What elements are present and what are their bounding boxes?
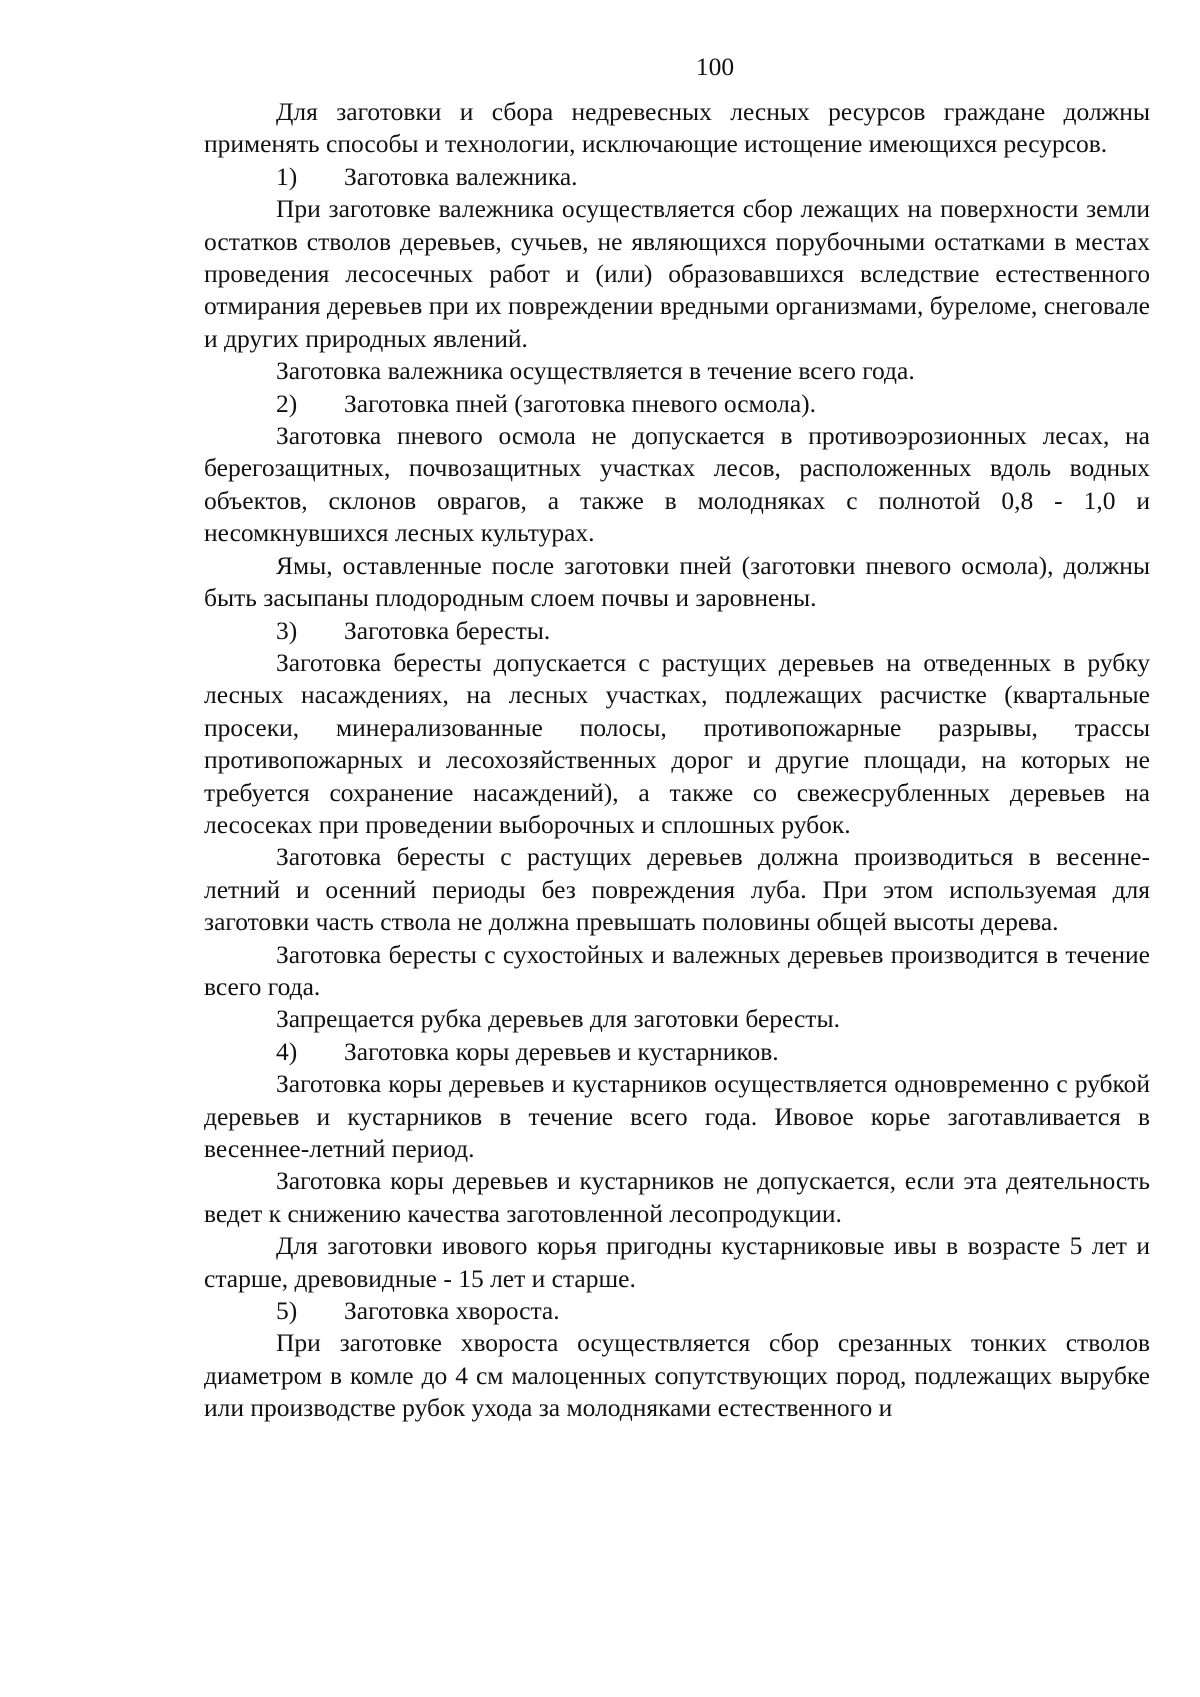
page-number: 100 [695, 52, 735, 81]
paragraph: Заготовка бересты с сухостойных и валежных деревьев производится в течение всего года. [204, 939, 1150, 1001]
paragraph: Для заготовки и сбора недревесных лесных ресурсов граждане должны применять способы и технологии, исключающие истощение имеющихся ресурсов. [204, 97, 1150, 159]
paragraph: Ямы, оставленные после заготовки пней (заготовки пневого осмола), должны быть засыпаны плодородным слоем почвы и заровнены. [204, 550, 1150, 613]
list-item-text: Заготовка хвороста. [344, 1296, 560, 1326]
list-item-heading [204, 1295, 1150, 1327]
body-text [204, 96, 1150, 1425]
paragraph: Для заготовки ивового корья пригодны кустарниковые ивы в возрасте 5 лет и старше, древовидные - 15 лет и старше. [204, 1231, 1150, 1293]
paragraph: Заготовка бересты допускается с растущих деревьев на отведенных в рубку лесных насаждениях, на лесных участках, подлежащих расчистке (квартальные просеки, минерализованные полосы, противопожарные разрывы, трассы противопожарных и лесохозяйственных дорог и другие площади, на которых не требуется сохранение насаждений), а также со свежесрубленных деревьев на лесосеках при проведении выборочных и сплошных рубок. [204, 647, 1150, 839]
list-item-text: Заготовка валежника. [344, 161, 578, 191]
list-item-number: 3) [276, 615, 298, 645]
paragraph: При заготовке валежника осуществляется сбор лежащих на поверхности земли остатков стволов деревьев, сучьев, не являющихся порубочными остатками в местах проведения лесосечных работ и (или) образовавшихся вследствие естественного отмирания деревьев при их повреждении вредными организмами, буреломе, снеговале и других природных явлений. [204, 194, 1150, 353]
paragraph: Заготовка валежника осуществляется в течение всего года. [276, 356, 915, 386]
paragraph: Запрещается рубка деревьев для заготовки бересты. [276, 1004, 840, 1034]
paragraph: При заготовке хвороста осуществляется сбор срезанных тонких стволов диаметром в комле до 4 см малоценных сопутствующих пород, подлежащих вырубке или производстве рубок ухода за молодняками естественного и [204, 1328, 1150, 1423]
paragraph: Заготовка коры деревьев и кустарников не допускается, если эта деятельность ведет к снижению качества заготовленной лесопродукции. [204, 1166, 1150, 1228]
list-item-text: Заготовка пней (заготовка пневого осмола). [344, 388, 817, 418]
list-item-text: Заготовка бересты. [344, 615, 551, 645]
paragraph: Заготовка коры деревьев и кустарников осуществляется одновременно с рубкой деревьев и кустарников в течение всего года. Ивовое корье заготавливается в весеннее-летний период. [204, 1069, 1150, 1163]
list-item-number: 5) [276, 1296, 298, 1326]
list-item-number: 2) [276, 388, 298, 418]
list-item-heading [204, 161, 1150, 193]
list-item-number: 4) [276, 1036, 298, 1066]
list-item-heading [204, 388, 1150, 420]
list-item-text: Заготовка коры деревьев и кустарников. [344, 1036, 779, 1066]
paragraph: Заготовка бересты с растущих деревьев должна производиться в весенне-летний и осенний периоды без повреждения луба. При этом используемая для заготовки часть ствола не должна превышать половины общей высоты дерева. [204, 842, 1150, 937]
list-item-number: 1) [276, 161, 298, 191]
paragraph: Заготовка пневого осмола не допускается в противоэрозионных лесах, на берегозащитных, почвозащитных участках лесов, расположенных вдоль водных объектов, склонов оврагов, а также в молодняках с полнотой 0,8 - 1,0 и несомкнувшихся лесных культурах. [204, 421, 1150, 548]
list-item-heading [204, 615, 1150, 647]
list-item-heading [204, 1036, 1150, 1068]
